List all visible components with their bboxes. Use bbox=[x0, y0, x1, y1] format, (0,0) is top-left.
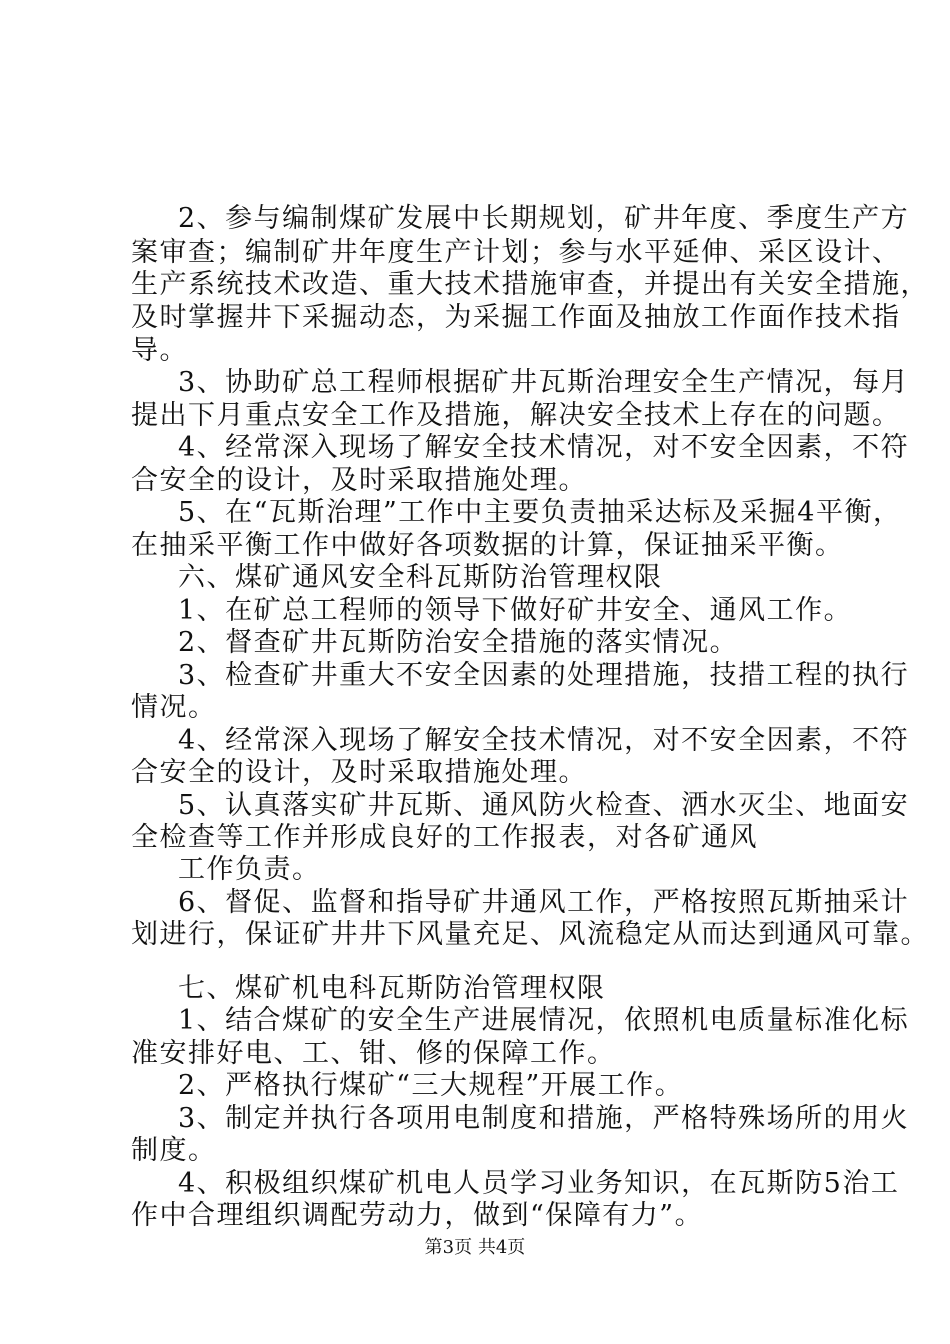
text-line: 准安排好电、工、钳、修的保障工作。 bbox=[131, 1038, 616, 1069]
text-line: 制度。 bbox=[131, 1135, 217, 1166]
text-line: 及时掌握井下采掘动态，为采掘工作面及抽放工作面作技术指 bbox=[131, 302, 901, 333]
text-line: 合安全的设计，及时采取措施处理。 bbox=[131, 757, 587, 788]
text-line: 在抽采平衡工作中做好各项数据的计算，保证抽采平衡。 bbox=[131, 530, 844, 561]
text-line: 5、在“瓦斯治理”工作中主要负责抽采达标及采掘4平衡， bbox=[178, 497, 902, 528]
text-line: 2、严格执行煤矿“三大规程”开展工作。 bbox=[178, 1070, 684, 1101]
section-heading: 六、煤矿通风安全科瓦斯防治管理权限 bbox=[178, 562, 663, 593]
text-line: 2、督查矿井瓦斯防治安全措施的落实情况。 bbox=[178, 627, 739, 658]
text-line: 4、经常深入现场了解安全技术情况，对不安全因素，不符 bbox=[178, 432, 910, 463]
text-line: 情况。 bbox=[131, 692, 217, 723]
text-line: 提出下月重点安全工作及措施，解决安全技术上存在的问题。 bbox=[131, 400, 901, 431]
text-line: 2、参与编制煤矿发展中长期规划，矿井年度、季度生产方 bbox=[178, 203, 910, 234]
text-line: 案审查；编制矿井年度生产计划；参与水平延伸、采区设计、 bbox=[131, 237, 901, 268]
section-heading: 七、煤矿机电科瓦斯防治管理权限 bbox=[178, 973, 606, 1004]
text-line: 1、在矿总工程师的领导下做好矿井安全、通风工作。 bbox=[178, 595, 853, 626]
text-line: 3、制定并执行各项用电制度和措施，严格特殊场所的用火 bbox=[178, 1103, 910, 1134]
text-line: 作中合理组织调配劳动力，做到“保障有力”。 bbox=[131, 1200, 704, 1231]
text-line: 3、检查矿井重大不安全因素的处理措施，技措工程的执行 bbox=[178, 660, 910, 691]
text-line: 6、督促、监督和指导矿井通风工作，严格按照瓦斯抽采计 bbox=[178, 887, 910, 918]
text-line: 4、积极组织煤矿机电人员学习业务知识，在瓦斯防5治工 bbox=[178, 1168, 900, 1199]
text-line: 3、协助矿总工程师根据矿井瓦斯治理安全生产情况，每月 bbox=[178, 367, 910, 398]
text-line: 1、结合煤矿的安全生产进展情况，依照机电质量标准化标 bbox=[178, 1005, 910, 1036]
text-line: 划进行，保证矿井井下风量充足、风流稳定从而达到通风可靠。 bbox=[131, 919, 929, 950]
text-line: 合安全的设计，及时采取措施处理。 bbox=[131, 465, 587, 496]
text-line: 5、认真落实矿井瓦斯、通风防火检查、洒水灭尘、地面安 bbox=[178, 790, 910, 821]
text-line: 工作负责。 bbox=[178, 854, 321, 885]
text-line: 导。 bbox=[131, 335, 188, 366]
text-line: 生产系统技术改造、重大技术措施审查，并提出有关安全措施， bbox=[131, 269, 929, 300]
page-footer: 第3页 共4页 bbox=[424, 1237, 526, 1258]
text-line: 4、经常深入现场了解安全技术情况，对不安全因素，不符 bbox=[178, 725, 910, 756]
text-line: 全检查等工作并形成良好的工作报表，对各矿通风 bbox=[131, 822, 758, 853]
